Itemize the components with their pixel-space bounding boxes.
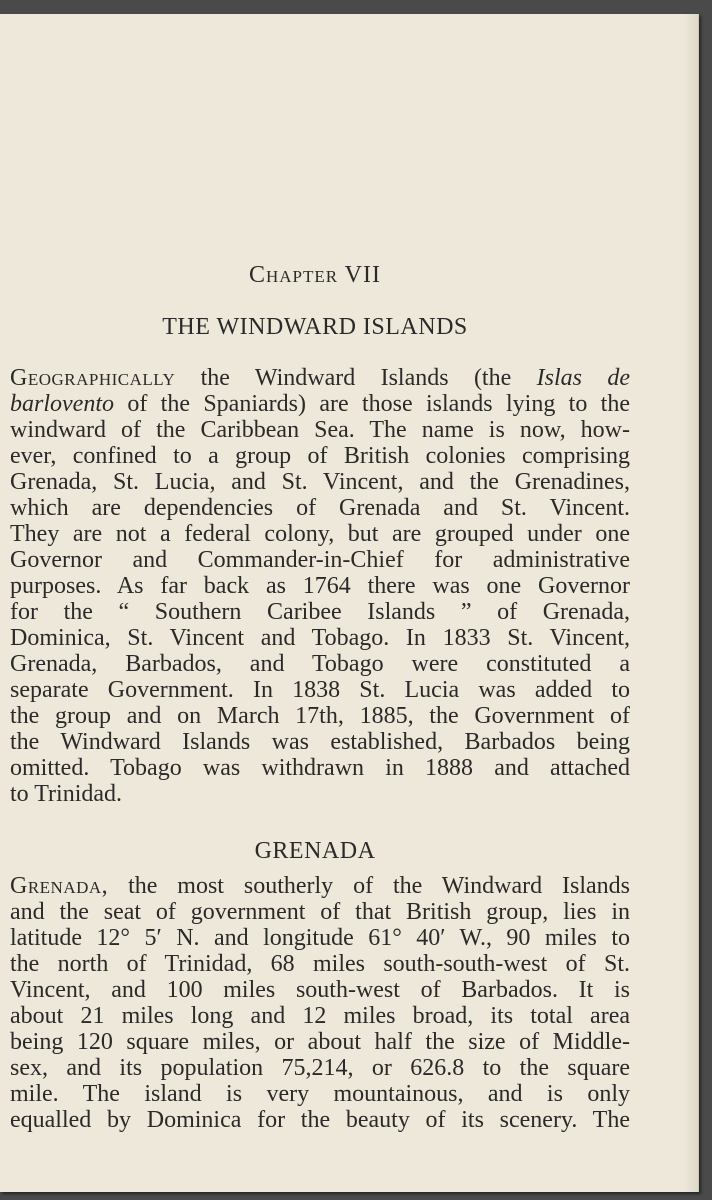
- paragraph-line: Geographically the Windward Islands (the Islas de: [10, 365, 631, 391]
- chapter-heading: Chapter VII: [248, 262, 381, 288]
- paragraph-line: which are dependencies of Grenada and St. Vincent.: [10, 495, 630, 521]
- paragraph-line: Vincent, and 100 miles south-west of Barbados. It is: [10, 977, 630, 1003]
- paragraph-line: mile. The island is very mountainous, and is only: [10, 1081, 630, 1107]
- paragraph-line: latitude 12° 5′ N. and longitude 61° 40′ W., 90 miles to: [10, 925, 630, 951]
- paragraph-line: omitted. Tobago was withdrawn in 1888 and attached: [10, 755, 630, 781]
- paragraph-line: the Windward Islands was established, Barbados being: [10, 729, 630, 755]
- paragraph-line: separate Government. In 1838 St. Lucia was added to: [10, 677, 630, 703]
- paragraph-line: Grenada, St. Lucia, and St. Vincent, and the Grenadines,: [10, 469, 630, 495]
- lead-word: Grenada,: [10, 873, 109, 899]
- paragraph-line: being 120 square miles, or about half the size of Middle-: [10, 1029, 630, 1055]
- paragraph-line: Grenada, the most southerly of the Windward Islands: [10, 873, 630, 899]
- paragraph-line: the north of Trinidad, 68 miles south-south-west of St.: [10, 951, 630, 977]
- paragraph-line: equalled by Dominica for the beauty of its scenery. The: [10, 1107, 630, 1133]
- paragraph-line: barlovento of the Spaniards) are those islands lying to the: [10, 391, 630, 417]
- section-title: GRENADA: [254, 838, 376, 864]
- chapter-title: THE WINDWARD ISLANDS: [162, 314, 468, 340]
- paragraph-line: They are not a federal colony, but are grouped under one: [10, 521, 630, 547]
- paragraph-line: purposes. As far back as 1764 there was one Governor: [10, 573, 630, 599]
- paragraph-line: Governor and Commander-in-Chief for administrative: [10, 547, 630, 573]
- book-page: [0, 14, 699, 1192]
- paragraph-line: Dominica, St. Vincent and Tobago. In 1833 St. Vincent,: [10, 625, 630, 651]
- paragraph-line: and the seat of government of that British group, lies in: [10, 899, 630, 925]
- paragraph-line: for the “ Southern Caribee Islands ” of Grenada,: [10, 599, 630, 625]
- paragraph-line: windward of the Caribbean Sea. The name is now, how-: [10, 417, 630, 443]
- paragraph-line: ever, confined to a group of British colonies comprising: [10, 443, 630, 469]
- lead-word: Geographically: [10, 365, 176, 391]
- paragraph-line: Grenada, Barbados, and Tobago were constituted a: [10, 651, 630, 677]
- paragraph-line: the group and on March 17th, 1885, the Government of: [10, 703, 630, 729]
- paragraph-line: about 21 miles long and 12 miles broad, its total area: [10, 1003, 630, 1029]
- paragraph-line: to Trinidad.: [10, 781, 123, 807]
- paragraph-line: sex, and its population 75,214, or 626.8 to the square: [10, 1055, 630, 1081]
